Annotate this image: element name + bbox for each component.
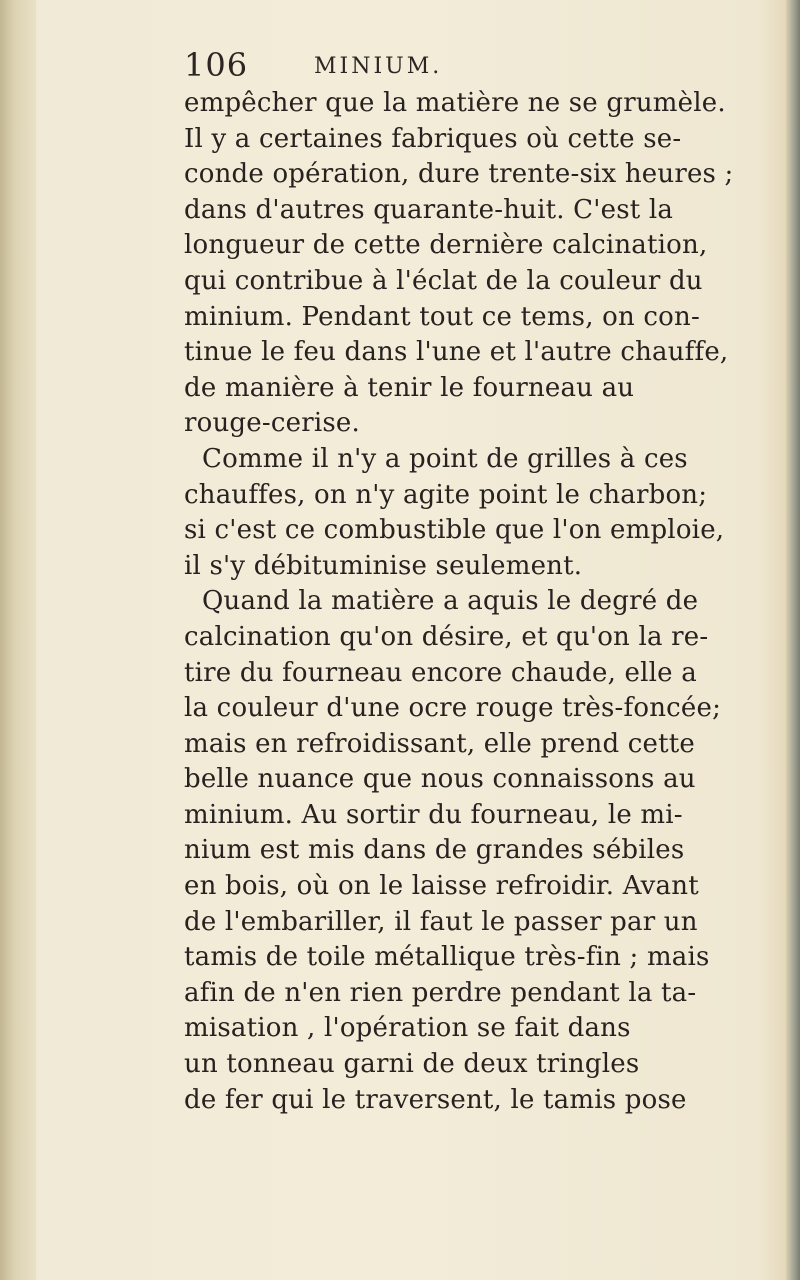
page-number: 106 xyxy=(184,46,249,84)
text-line: qui contribue à l'éclat de la couleur du xyxy=(184,265,703,296)
text-line: minium. Au sortir du fourneau, le mi- xyxy=(184,799,683,830)
text-line: conde opération, dure trente-six heures ; xyxy=(184,159,734,190)
body-text xyxy=(184,86,780,1118)
text-line: misation , l'opération se fait dans xyxy=(184,1013,631,1044)
text-line: un tonneau garni de deux tringles xyxy=(184,1049,640,1080)
page-edge-shadow xyxy=(786,0,800,1280)
text-line: longueur de cette dernière calcination, xyxy=(184,230,708,261)
text-line: si c'est ce combustible que l'on emploie, xyxy=(184,515,725,546)
text-line: la couleur d'une ocre rouge très-foncée; xyxy=(184,693,722,724)
page-gutter-shadow xyxy=(0,0,36,1280)
text-line: tire du fourneau encore chaude, elle a xyxy=(184,657,697,688)
text-line: de fer qui le traversent, le tamis pose xyxy=(184,1084,687,1115)
text-line: de manière à tenir le fourneau au xyxy=(184,372,635,403)
text-line: dans d'autres quarante-huit. C'est la xyxy=(184,194,674,225)
text-line: rouge-cerise. xyxy=(184,408,360,439)
text-line: il s'y débituminise seulement. xyxy=(184,550,583,581)
text-line: empêcher que la matière ne se grumèle. xyxy=(184,88,726,118)
page-header xyxy=(184,46,744,86)
text-line: afin de n'en rien perdre pendant la ta- xyxy=(184,977,697,1008)
text-line: minium. Pendant tout ce tems, on con- xyxy=(184,301,700,332)
text-line: en bois, où on le laisse refroidir. Avant xyxy=(184,871,699,902)
text-line: Il y a certaines fabriques où cette se- xyxy=(184,123,682,154)
text-line: belle nuance que nous connaissons au xyxy=(184,764,696,795)
text-line: tinue le feu dans l'une et l'autre chauffe, xyxy=(184,337,729,368)
text-line: calcination qu'on désire, et qu'on la re- xyxy=(184,621,709,652)
text-line: nium est mis dans de grandes sébiles xyxy=(184,835,685,866)
text-line: tamis de toile métallique très-fin ; mais xyxy=(184,942,710,973)
paragraph-start-line: Quand la matière a aquis le degré de xyxy=(202,586,699,617)
text-line: mais en refroidissant, elle prend cette xyxy=(184,728,695,759)
text-line: de l'embariller, il faut le passer par un xyxy=(184,906,698,937)
paragraph-start-line: Comme il n'y a point de grilles à ces xyxy=(202,443,688,474)
text-line: chauffes, on n'y agite point le charbon; xyxy=(184,479,708,510)
running-head: MINIUM. xyxy=(314,54,443,79)
